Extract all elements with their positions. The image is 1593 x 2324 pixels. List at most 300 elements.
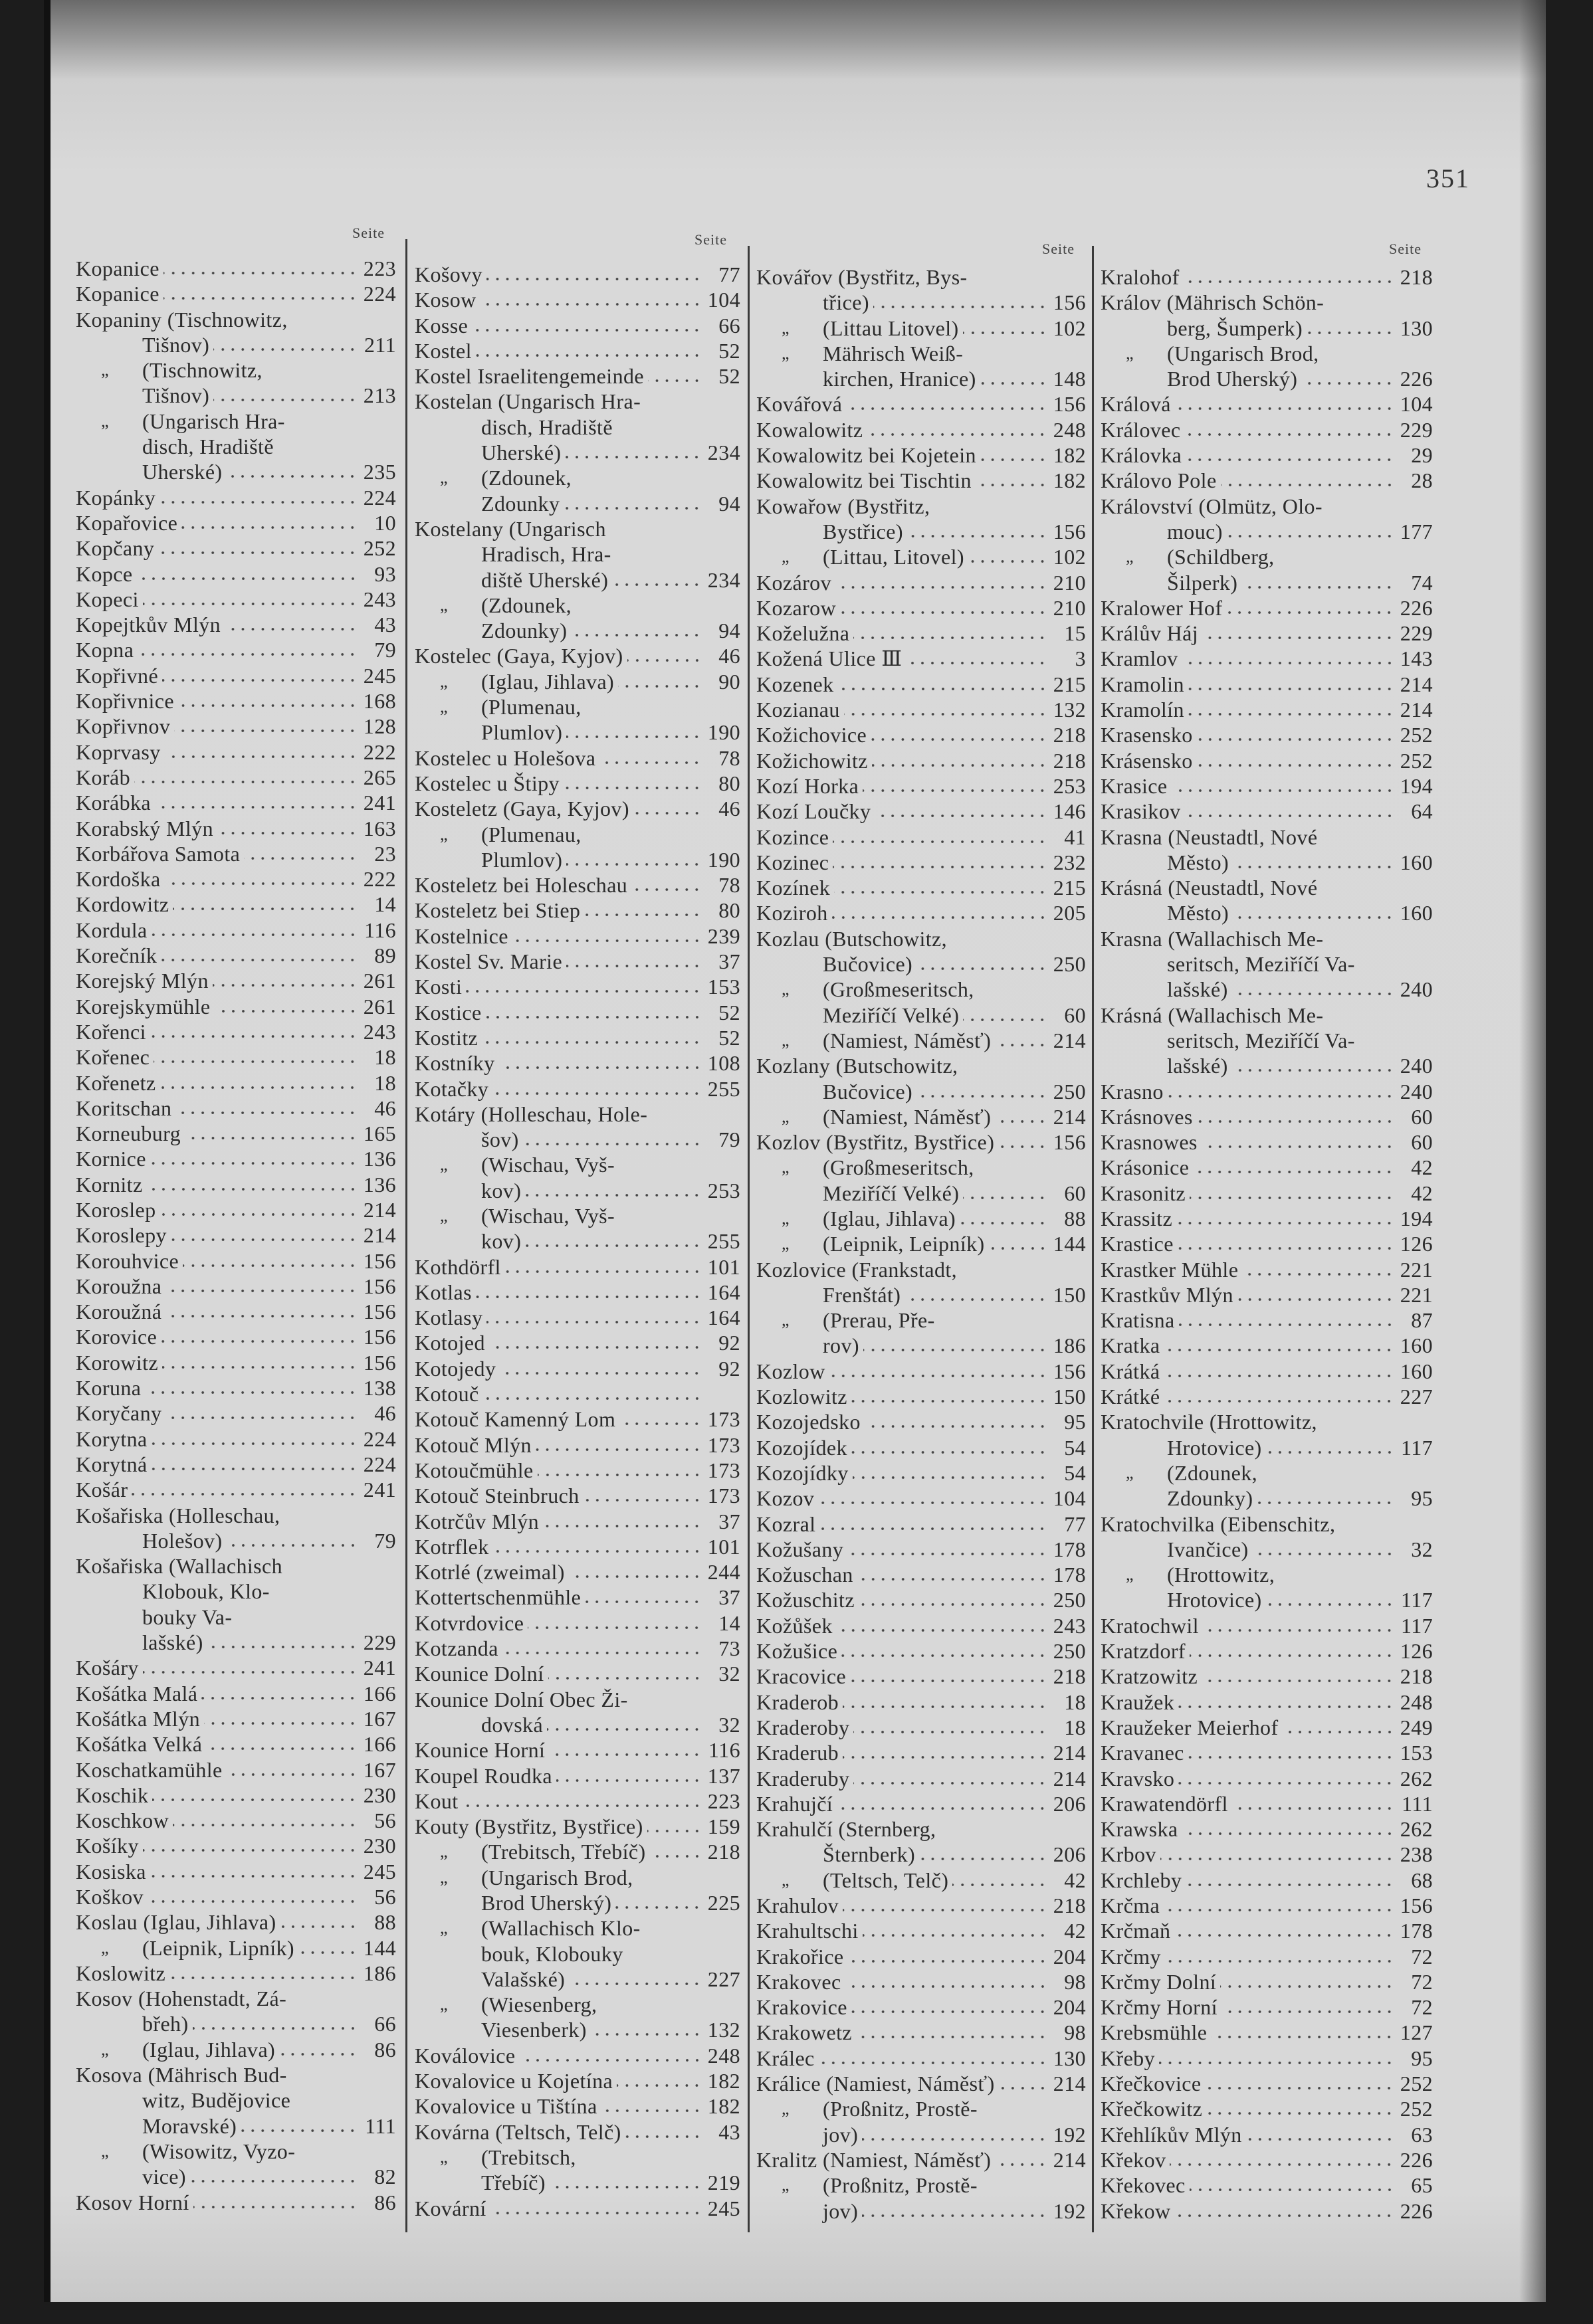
dot-leader (1178, 1781, 1394, 1786)
entry-name: Kotačky (415, 1076, 489, 1101)
entry-line (415, 643, 740, 668)
dot-leader (584, 912, 702, 918)
index-entry (756, 1690, 1086, 1715)
entry-line (756, 264, 1086, 290)
index-entry (756, 544, 1086, 569)
page-reference: 224 (363, 1426, 396, 1451)
index-entry (415, 1330, 740, 1355)
entry-name: Viesenberk) (481, 2018, 587, 2042)
dot-leader (627, 658, 702, 663)
dot-leader (1232, 991, 1394, 997)
dot-leader (476, 1294, 702, 1300)
entry-name: (Leipnik, Leipník) (823, 1232, 985, 1256)
entry-line (76, 1401, 396, 1426)
ditto-mark: „ (440, 1994, 448, 2014)
page-reference: 54 (1064, 1460, 1086, 1485)
dot-leader (833, 864, 1047, 870)
dot-leader (1164, 1373, 1394, 1379)
entry-name: Kozarow (756, 595, 837, 620)
entry-line (76, 332, 396, 357)
entry-line (415, 1000, 740, 1025)
page-reference: 93 (374, 561, 396, 586)
entry-name: Krasensko (1101, 723, 1193, 747)
index-entry (1101, 468, 1433, 493)
dot-leader (1182, 660, 1394, 666)
page-reference: 101 (707, 1254, 740, 1279)
entry-name: Kravanec (1101, 1741, 1184, 1765)
entry-name: Kopanice (76, 282, 159, 306)
entry-name: Kramolín (1101, 698, 1184, 722)
dot-leader (155, 805, 358, 810)
entry-name: Kotrflek (415, 1534, 489, 1559)
entry-name: (Zdounek, (481, 593, 572, 617)
entry-name: Zdounky) (481, 619, 568, 643)
entry-name: Košařiska (Wallachisch (76, 1554, 283, 1579)
index-entry (1101, 2147, 1433, 2173)
dot-leader (548, 1676, 702, 1681)
ditto-mark: „ (782, 547, 790, 567)
entry-name: Brod Uherský) (481, 1891, 612, 1915)
index-entry (415, 1509, 740, 1534)
entry-line (756, 2122, 1086, 2147)
dot-leader (152, 1441, 358, 1446)
index-entry (76, 561, 396, 587)
index-entry (1101, 824, 1433, 876)
dot-leader (863, 1933, 1047, 1938)
dot-leader (466, 989, 702, 994)
index-entry (76, 1375, 396, 1401)
dot-leader (486, 1015, 702, 1020)
dot-leader (502, 1650, 702, 1656)
entry-line (1101, 875, 1433, 900)
dot-leader (489, 1345, 702, 1350)
dot-leader (851, 2009, 1047, 2014)
index-entry (76, 281, 396, 306)
entry-name: břeh) (142, 2012, 189, 2036)
page-reference: 86 (374, 2190, 396, 2214)
page-reference: 166 (363, 1681, 396, 1705)
entry-line (415, 1178, 740, 1203)
entry-name: Kozlany (Butschowitz, (756, 1054, 958, 1078)
entry-name: Krawatendörfl (1101, 1791, 1228, 1816)
page-reference: 87 (1411, 1308, 1433, 1333)
index-entry (756, 1257, 1086, 1308)
page-reference: 214 (363, 1223, 396, 1248)
entry-name: Kostel (415, 338, 472, 363)
entry-name: Kounice Dolní Obec Ži- (415, 1687, 628, 1711)
entry-name: (Trebitsch, Třebíč) (481, 1840, 646, 1864)
entry-line (1101, 1384, 1433, 1409)
entry-line (756, 773, 1086, 799)
entry-name: Kotouč Steinbruch (415, 1484, 580, 1508)
index-entry (76, 535, 396, 561)
dot-leader (190, 2179, 358, 2184)
entry-line (756, 1537, 1086, 1562)
page-reference: 60 (1064, 1003, 1086, 1027)
entry-line (415, 771, 740, 796)
index-entry (756, 417, 1086, 442)
index-entry (756, 1028, 1086, 1053)
ditto-mark: „ (440, 824, 448, 844)
dot-leader (848, 1959, 1047, 1964)
entry-name: Kozlovice (Frankstadt, (756, 1257, 958, 1282)
page-reference: 253 (1053, 773, 1086, 798)
ditto-mark: „ (101, 2141, 109, 2161)
index-entry (76, 841, 396, 866)
dot-leader (173, 906, 358, 912)
dot-leader (1257, 1500, 1394, 1505)
entry-line (415, 313, 740, 338)
entry-name: Kosov Horní (76, 2190, 189, 2214)
entry-line (756, 494, 1086, 519)
index-entry (415, 822, 740, 873)
entry-name: (Plumenau, (481, 822, 582, 846)
entry-name: Kotvrdovice (415, 1610, 524, 1635)
entry-name: (Proßnitz, Prostě- (823, 2173, 978, 2198)
entry-line (415, 669, 740, 694)
entry-name: Koroslep (76, 1197, 156, 1222)
entry-line (1101, 1486, 1433, 1511)
dot-leader (853, 635, 1047, 640)
dot-leader (960, 1220, 1047, 1226)
entry-name: Korejskymühle (76, 994, 211, 1018)
entry-name: Kožušany (756, 1537, 844, 1561)
dot-leader (1211, 2034, 1394, 2040)
entry-name: Koslowitz (76, 1961, 166, 1985)
entry-name: Korbářova Samota (76, 841, 241, 866)
entry-name: Královo Pole (1101, 468, 1217, 493)
entry-name: Koroslepy (76, 1223, 167, 1248)
page-reference: 132 (1053, 698, 1086, 722)
index-entry (415, 923, 740, 949)
entry-name: Kraužeker Meierhof (1101, 1715, 1279, 1739)
entry-name: Krahulčí (Sternberg, (756, 1817, 936, 1842)
dot-leader (1226, 610, 1394, 615)
page-reference: 72 (1411, 1969, 1433, 1994)
entry-line (1101, 1664, 1433, 1689)
page-reference: 241 (363, 1656, 396, 1680)
entry-line (756, 1028, 1086, 1053)
page-reference: 214 (1053, 2147, 1086, 2172)
entry-name: Kožůšek (756, 1613, 833, 1638)
page-reference: 186 (363, 1961, 396, 1985)
entry-line (415, 949, 740, 974)
entry-line (756, 544, 1086, 569)
index-entry (1101, 722, 1433, 747)
entry-line (756, 697, 1086, 722)
entry-name: Kozianau (756, 698, 840, 722)
index-entry (1101, 1231, 1433, 1256)
dot-leader (147, 1187, 358, 1192)
entry-line (756, 1918, 1086, 1943)
entry-line (1101, 1791, 1433, 1816)
entry-line (756, 1231, 1086, 1256)
index-entry (756, 1359, 1086, 1384)
entry-line (76, 1146, 396, 1171)
page-reference: 215 (1053, 672, 1086, 696)
entry-name: (Ungarisch Hra- (142, 409, 285, 433)
entry-line (415, 1890, 740, 1915)
entry-line (76, 434, 396, 459)
page-reference: 245 (363, 663, 396, 688)
index-entry (1101, 1613, 1433, 1638)
dot-leader (998, 1144, 1047, 1149)
page-number: 351 (1426, 163, 1470, 193)
entry-line (756, 1715, 1086, 1740)
dot-leader (165, 881, 358, 886)
index-entry (756, 2173, 1086, 2224)
dot-leader (1266, 1602, 1394, 1607)
entry-name: Kostelec u Holešova (415, 745, 596, 770)
entry-name: Kout (415, 1789, 459, 1813)
ditto-mark: „ (1126, 1462, 1134, 1482)
entry-name: Košovy (415, 262, 482, 286)
entry-line (756, 1690, 1086, 1715)
entry-name: Koželužna (756, 621, 850, 646)
entry-line (415, 1509, 740, 1534)
entry-line (756, 2147, 1086, 2173)
dot-leader (819, 1526, 1047, 1531)
dot-leader (279, 2052, 358, 2057)
dot-leader (846, 406, 1047, 411)
index-entry (415, 1763, 740, 1789)
dot-leader (185, 1135, 358, 1141)
index-entry (415, 363, 740, 389)
index-entry (415, 338, 740, 363)
entry-line (1101, 1715, 1433, 1740)
entry-line (415, 2170, 740, 2195)
entry-line (415, 1152, 740, 1177)
page-reference: 28 (1411, 468, 1433, 493)
dot-leader (173, 1822, 358, 1828)
page-reference: 190 (707, 847, 740, 872)
dot-leader (851, 1399, 1047, 1404)
index-entry (756, 1460, 1086, 1486)
dot-leader (165, 1313, 358, 1319)
entry-line (415, 1381, 740, 1406)
page-reference: 224 (363, 282, 396, 306)
entry-name: Králov (Mährisch Schön- (1101, 290, 1325, 315)
dot-leader (1307, 330, 1394, 336)
column-divider (1092, 246, 1094, 2232)
index-entry (756, 1537, 1086, 1562)
entry-name: Město) (1167, 901, 1229, 925)
index-entry (1101, 1893, 1433, 1918)
dot-leader (183, 1263, 358, 1268)
entry-line (1101, 672, 1433, 697)
dot-leader (838, 686, 1047, 692)
index-entry (415, 1737, 740, 1763)
dot-leader (1233, 915, 1394, 920)
dot-leader (617, 2083, 702, 2088)
dot-leader (150, 1874, 358, 1879)
entry-name: Kosti (415, 975, 463, 999)
page-reference: 73 (718, 1636, 740, 1661)
entry-name: Kosov (Hohenstadt, Zá- (76, 1986, 287, 2011)
index-entry (1101, 1257, 1433, 1282)
entry-line (415, 1839, 740, 1864)
entry-line (756, 1486, 1086, 1511)
ditto-mark: „ (782, 1234, 790, 1254)
entry-name: Kozlau (Butschowitz, (756, 926, 948, 951)
entry-name: vice) (142, 2165, 186, 2189)
entry-line (1101, 850, 1433, 875)
dot-leader (859, 1602, 1047, 1607)
index-entry (76, 307, 396, 358)
index-entry (415, 1839, 740, 1864)
ditto-mark: „ (440, 468, 448, 488)
entry-line (76, 1274, 396, 1299)
dot-leader (1174, 1933, 1394, 1938)
page-reference: 43 (374, 613, 396, 637)
index-entry (76, 1503, 396, 1554)
entry-name: Králice (Namiest, Náměsť) (756, 2072, 995, 2096)
page-reference: 167 (363, 1757, 396, 1782)
entry-name: Kratzdorf (1101, 1639, 1186, 1664)
entry-line (415, 1483, 740, 1508)
entry-name: Krásonice (1101, 1155, 1190, 1180)
entry-name: Košátka Velká (76, 1732, 203, 1757)
entry-line (76, 1299, 396, 1324)
page-reference: 253 (707, 1178, 740, 1203)
page-reference: 182 (1053, 443, 1086, 468)
entry-line (756, 2071, 1086, 2096)
dot-leader (1175, 406, 1394, 411)
page-reference: 156 (1400, 1893, 1433, 1917)
page-reference: 221 (1400, 1257, 1433, 1282)
entry-name: Krásná (Neustadtl, Nové (1101, 876, 1318, 900)
entry-name: Kralower Hof (1101, 595, 1223, 620)
index-entry (756, 1868, 1086, 1893)
dot-leader (845, 1984, 1047, 1989)
entry-name: Kotáry (Holleschau, Hole- (415, 1102, 648, 1126)
ditto-mark: „ (101, 1937, 109, 1957)
page-reference: 252 (1400, 2097, 1433, 2121)
entry-line (756, 442, 1086, 468)
entry-line (76, 1044, 396, 1070)
index-entry (1101, 1842, 1433, 1867)
entry-name: lašské) (1167, 1054, 1228, 1078)
entry-name: Kornice (76, 1147, 146, 1171)
entry-name: (Iglau, Jihlava) (481, 669, 615, 694)
entry-name: seritsch, Meziříčí Va- (1167, 1028, 1355, 1052)
entry-line (76, 612, 396, 637)
entry-name: Kopřivnov (76, 714, 171, 739)
entry-name: Kozinec (756, 850, 829, 874)
entry-name: Kovářov (Bystřitz, Bys- (756, 265, 968, 289)
entry-name: Kosiska (76, 1859, 146, 1884)
page-reference: 95 (1411, 1486, 1433, 1511)
dot-leader (145, 1390, 358, 1395)
entry-line (1101, 2020, 1433, 2045)
entry-line (76, 943, 396, 968)
entry-line (415, 1228, 740, 1254)
entry-name: Kotouč Mlýn (415, 1432, 532, 1457)
entry-name: Koslau (Iglau, Jihlava) (76, 1910, 276, 1935)
entry-name: Koválovice (415, 2043, 516, 2068)
entry-line (756, 1003, 1086, 1028)
entry-name: Korábka (76, 791, 151, 815)
index-entry (76, 1044, 396, 1070)
page-reference: 102 (1053, 545, 1086, 569)
entry-line (415, 2043, 740, 2068)
entry-name: lašské) (142, 1630, 203, 1655)
dot-leader (1227, 533, 1394, 539)
column-divider (748, 246, 750, 2232)
index-entry (756, 824, 1086, 850)
entry-line (415, 1737, 740, 1763)
dot-leader (226, 474, 358, 479)
entry-line (76, 1477, 396, 1502)
index-entry (415, 1534, 740, 1559)
page-reference: 173 (707, 1484, 740, 1508)
dot-leader (193, 2204, 358, 2210)
ditto-mark: „ (782, 343, 790, 363)
entry-line (756, 1664, 1086, 1689)
entry-line (1101, 1690, 1433, 1715)
entry-name: Krebsmühle (1101, 2020, 1208, 2045)
index-entry (76, 256, 396, 281)
ditto-mark: „ (782, 318, 790, 338)
dot-leader (213, 397, 358, 403)
page-reference: 43 (718, 2119, 740, 2144)
page-reference: 178 (1053, 1563, 1086, 1587)
ditto-mark: „ (782, 1030, 790, 1050)
index-entry (1101, 1282, 1433, 1307)
page-reference: 126 (1400, 1639, 1433, 1664)
dot-leader (633, 811, 702, 816)
dot-leader (538, 1472, 702, 1478)
dot-leader (834, 890, 1047, 895)
entry-line (756, 1155, 1086, 1180)
entry-line (76, 1706, 396, 1731)
entry-name: Kovární (415, 2196, 486, 2220)
entry-name: Bystřice) (823, 519, 903, 543)
entry-line (1101, 2147, 1433, 2173)
dot-leader (1186, 1882, 1394, 1888)
entry-line (415, 1763, 740, 1789)
dot-leader (853, 1781, 1047, 1786)
index-entry (756, 2071, 1086, 2096)
page-reference: 252 (1400, 748, 1433, 773)
index-entry (756, 316, 1086, 341)
entry-name: Krčmy (1101, 1944, 1161, 1969)
index-entry (1101, 697, 1433, 722)
entry-line (1101, 544, 1433, 569)
entry-name: Královka (1101, 443, 1182, 468)
index-entry (76, 1655, 396, 1680)
index-entry (415, 1636, 740, 1661)
index-entry (76, 739, 396, 765)
column-header-seite: Seite (694, 231, 727, 248)
entry-line (76, 714, 396, 739)
entry-line (756, 1638, 1086, 1664)
entry-name: Korečník (76, 943, 158, 968)
entry-line (756, 1181, 1086, 1206)
entry-name: Město) (1167, 850, 1229, 874)
dot-leader (995, 2162, 1047, 2167)
dot-leader (550, 2184, 702, 2190)
entry-name: Korytna (76, 1426, 148, 1451)
dot-leader (1266, 1450, 1394, 1455)
entry-line (1101, 1231, 1433, 1256)
index-entry (76, 892, 396, 917)
entry-name: (Hrottowitz, (1167, 1563, 1275, 1587)
entry-line (1101, 570, 1433, 595)
page-reference: 60 (1064, 1181, 1086, 1205)
entry-name: Koroužná (76, 1300, 162, 1324)
page-reference: 173 (707, 1407, 740, 1432)
